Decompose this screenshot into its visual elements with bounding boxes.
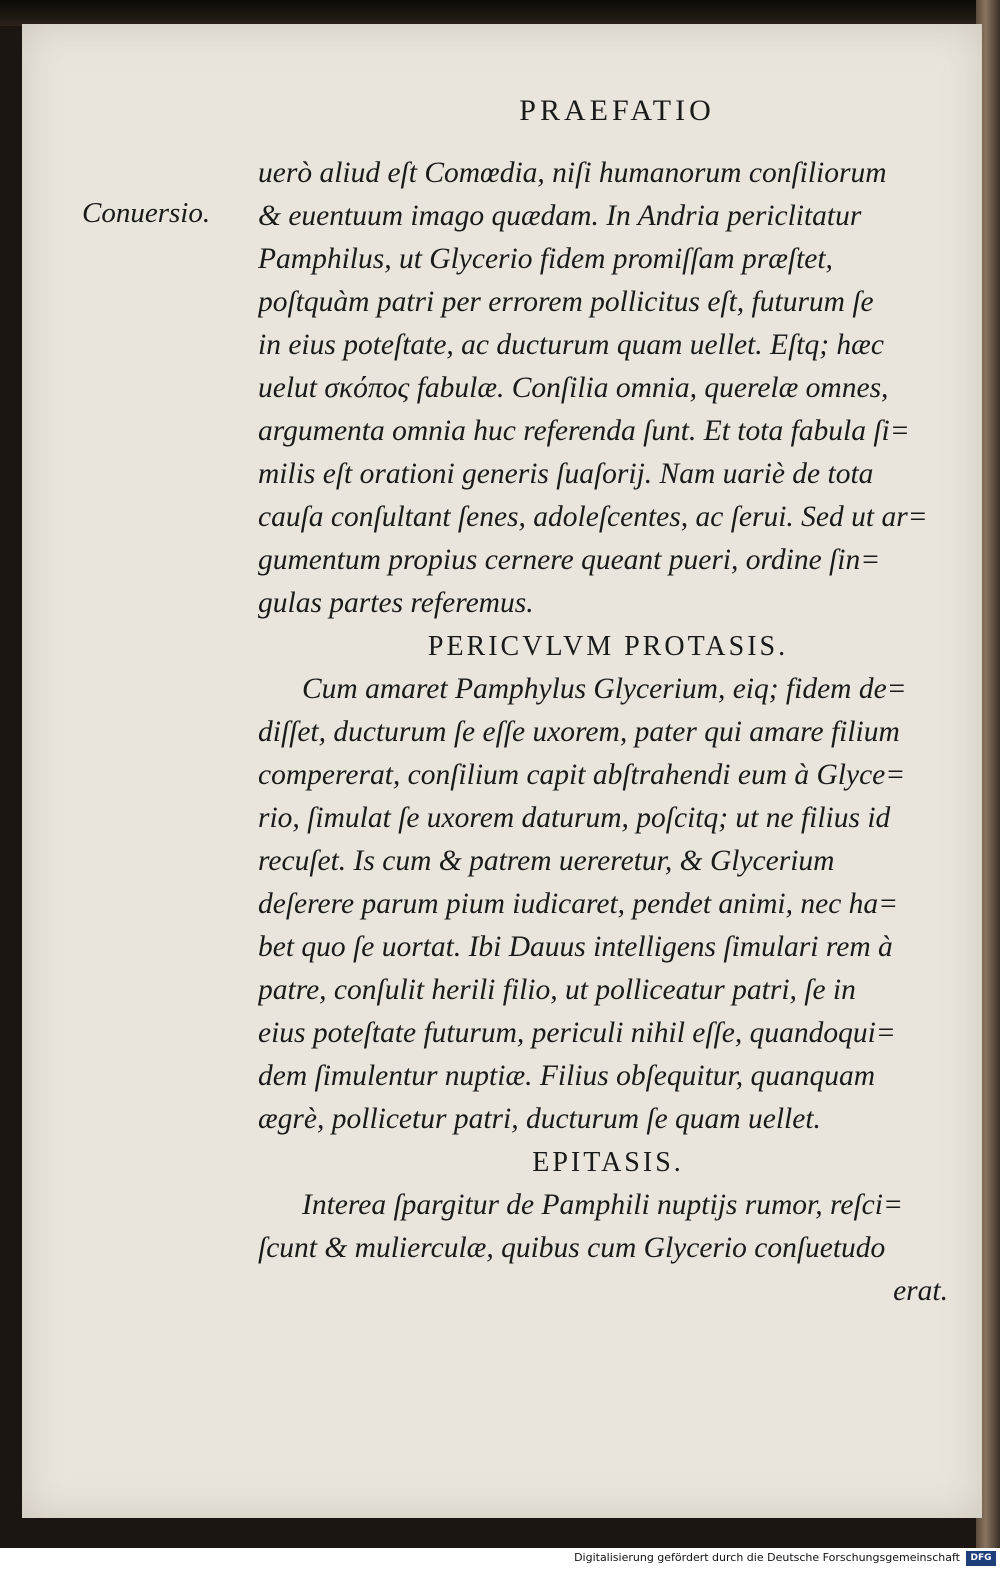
text-line: recuſet. Is cum & patrem uereretur, & Glycerium xyxy=(258,845,835,877)
section-heading: EPITASIS. xyxy=(532,1147,684,1178)
book-page xyxy=(22,24,982,1518)
text-line: cauſa conſultant ſenes, adoleſcentes, ac ſerui. Sed ut ar= xyxy=(258,501,928,533)
text-line: deſerere parum pium iudicaret, pendet animi, nec ha= xyxy=(258,888,899,920)
dfg-logo-icon: DFG xyxy=(966,1551,996,1566)
text-line: Cum amaret Pamphylus Glycerium, eiq; fidem de= xyxy=(302,673,907,705)
scan-edge-top xyxy=(0,0,1000,26)
section-heading: PERICVLVM PROTASIS. xyxy=(427,631,789,662)
text-line: Interea ſpargitur de Pamphili nuptijs rumor, reſci= xyxy=(302,1189,903,1221)
text-line: patre, conſulit herili filio, ut polliceatur patri, ſe in xyxy=(258,974,856,1006)
text-line: & euentuum imago quædam. In Andria periclitatur xyxy=(258,200,862,232)
text-line: compererat, conſilium capit abſtrahendi eum à Glyce= xyxy=(258,759,906,791)
text-line: Pamphilus, ut Glycerio fidem promiſſam præſtet, xyxy=(258,243,833,275)
text-line: in eius poteſtate, ac ducturum quam uellet. Eſtq; hæc xyxy=(258,329,884,361)
text-line: poſtquàm patri per errorem pollicitus eſt, futurum ſe xyxy=(258,286,874,318)
text-line: dem ſimulentur nuptiæ. Filius obſequitur, quanquam xyxy=(258,1060,876,1092)
text-line: argumenta omnia huc referenda ſunt. Et tota fabula ſi= xyxy=(258,415,910,447)
text-line: rio, ſimulat ſe uxorem daturum, poſcitq; ut ne filius id xyxy=(258,802,891,834)
text-line: ſcunt & mulierculæ, quibus cum Glycerio conſuetudo xyxy=(258,1232,886,1264)
text-line: bet quo ſe uortat. Ibi Dauus intelligens ſimulari rem à xyxy=(258,931,893,963)
text-line: uelut σκόπος fabulæ. Conſilia omnia, querelæ omnes, xyxy=(258,372,889,404)
text-line: uerò aliud eſt Comœdia, niſi humanorum conſiliorum xyxy=(258,157,887,189)
text-line: diſſet, ducturum ſe eſſe uxorem, pater qui amare filium xyxy=(258,716,900,748)
text-line: erat. xyxy=(893,1275,948,1307)
margin-note: Conuersio. xyxy=(82,197,211,229)
text-line: gulas partes referemus. xyxy=(258,587,534,619)
body-text xyxy=(258,152,958,1313)
footer-credit: Digitalisierung gefördert durch die Deutsche Forschungsgemeinschaft xyxy=(574,1551,960,1564)
running-head: PRAEFATIO xyxy=(519,94,715,127)
text-line: milis eſt orationi generis ſuaſorij. Nam uariè de tota xyxy=(258,458,874,490)
text-line: gumentum propius cernere queant pueri, ordine ſin= xyxy=(258,544,881,576)
text-line: ægrè, pollicetur patri, ducturum ſe quam uellet. xyxy=(258,1103,821,1135)
text-line: eius poteſtate futurum, periculi nihil eſſe, quandoqui= xyxy=(258,1017,896,1049)
